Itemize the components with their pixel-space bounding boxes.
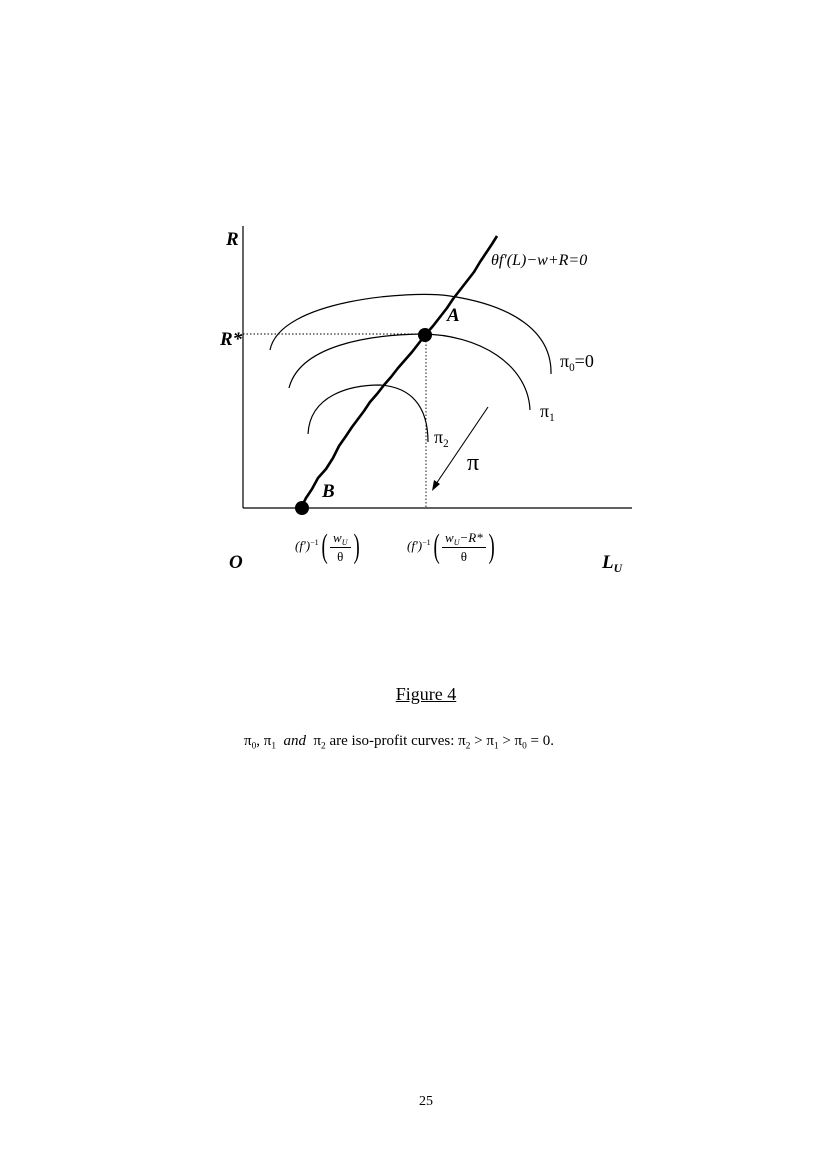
caption-ineq-part4: = 0. [526,733,555,749]
curve-pi0-symbol: π [560,351,570,371]
tick-a-exp: −1 [422,538,431,548]
figure-caption-text [244,733,554,751]
y-axis-label: R [226,229,239,250]
tick-b-left-paren: ( [321,528,328,565]
caption-ineq-sub2: 1 [493,741,499,752]
tick-a-num-rest: −R* [459,529,483,545]
tick-b-prefix: (f′) [295,537,311,553]
tick-a-expression [407,530,497,564]
tick-b-den: θ [337,549,344,565]
caption-ineq-part3: > π [498,733,523,749]
caption-description: are iso-profit curves: π [329,733,466,749]
point-b [295,501,309,515]
figure-caption-title [0,684,826,705]
profit-direction-label: π [467,450,480,476]
tick-a-prefix: (f′) [407,537,423,553]
tick-a-fraction [442,531,486,564]
curve-pi1-sub: 1 [549,411,555,424]
caption-pi1: , π [256,733,272,749]
tick-b-fraction [330,531,350,564]
tick-a-left-paren: ( [433,528,440,565]
caption-pi2: π [313,733,322,749]
caption-pi2-sub: 2 [321,741,326,752]
point-b-label: B [322,481,335,502]
curve-pi0-sub: 0 [569,361,575,374]
tick-a-den: θ [460,549,467,565]
iso-profit-curve-pi1 [289,334,530,410]
curve-pi1-label [540,402,555,424]
caption-ineq-sub3: 0 [522,741,527,752]
curve-pi1-symbol: π [540,401,550,421]
curve-pi2-label [434,428,449,450]
figure-caption-title-text: Figure 4 [395,684,457,704]
page-number: 25 [419,1094,433,1109]
iso-profit-curve-pi2 [308,385,428,442]
curve-pi0-label [560,352,594,374]
profit-direction-arrowhead [432,480,440,491]
tick-b-exp: −1 [310,538,319,548]
tick-b-right-paren: ) [353,528,360,565]
point-a [418,328,432,342]
curve-pi2-symbol: π [434,427,444,447]
origin-label: O [229,552,243,573]
tick-a-right-paren: ) [488,528,495,565]
caption-ineq-part2: > π [470,733,494,749]
caption-pi0: π [244,733,252,749]
curve-pi2-sub: 2 [443,437,449,450]
tick-a-num-main: w [445,529,454,545]
x-axis-label-main: L [602,552,614,573]
caption-pi0-sub: 0 [251,741,257,752]
x-axis-label [602,553,622,575]
tick-b-num-sub: U [341,537,348,547]
line-equation-label: θf′(L)−w+R=0 [491,252,588,269]
tick-a-num-sub: U [453,537,460,547]
caption-ineq-sub1: 2 [465,741,471,752]
curve-pi0-suffix: =0 [574,351,594,371]
point-a-label: A [447,305,460,326]
caption-pi1-sub: 1 [271,741,276,752]
r-star-label: R* [220,329,243,350]
tick-b-num-main: w [333,529,342,545]
x-axis-label-sub: U [613,562,623,576]
caption-and: and [283,733,306,749]
tick-b-expression [295,530,362,564]
